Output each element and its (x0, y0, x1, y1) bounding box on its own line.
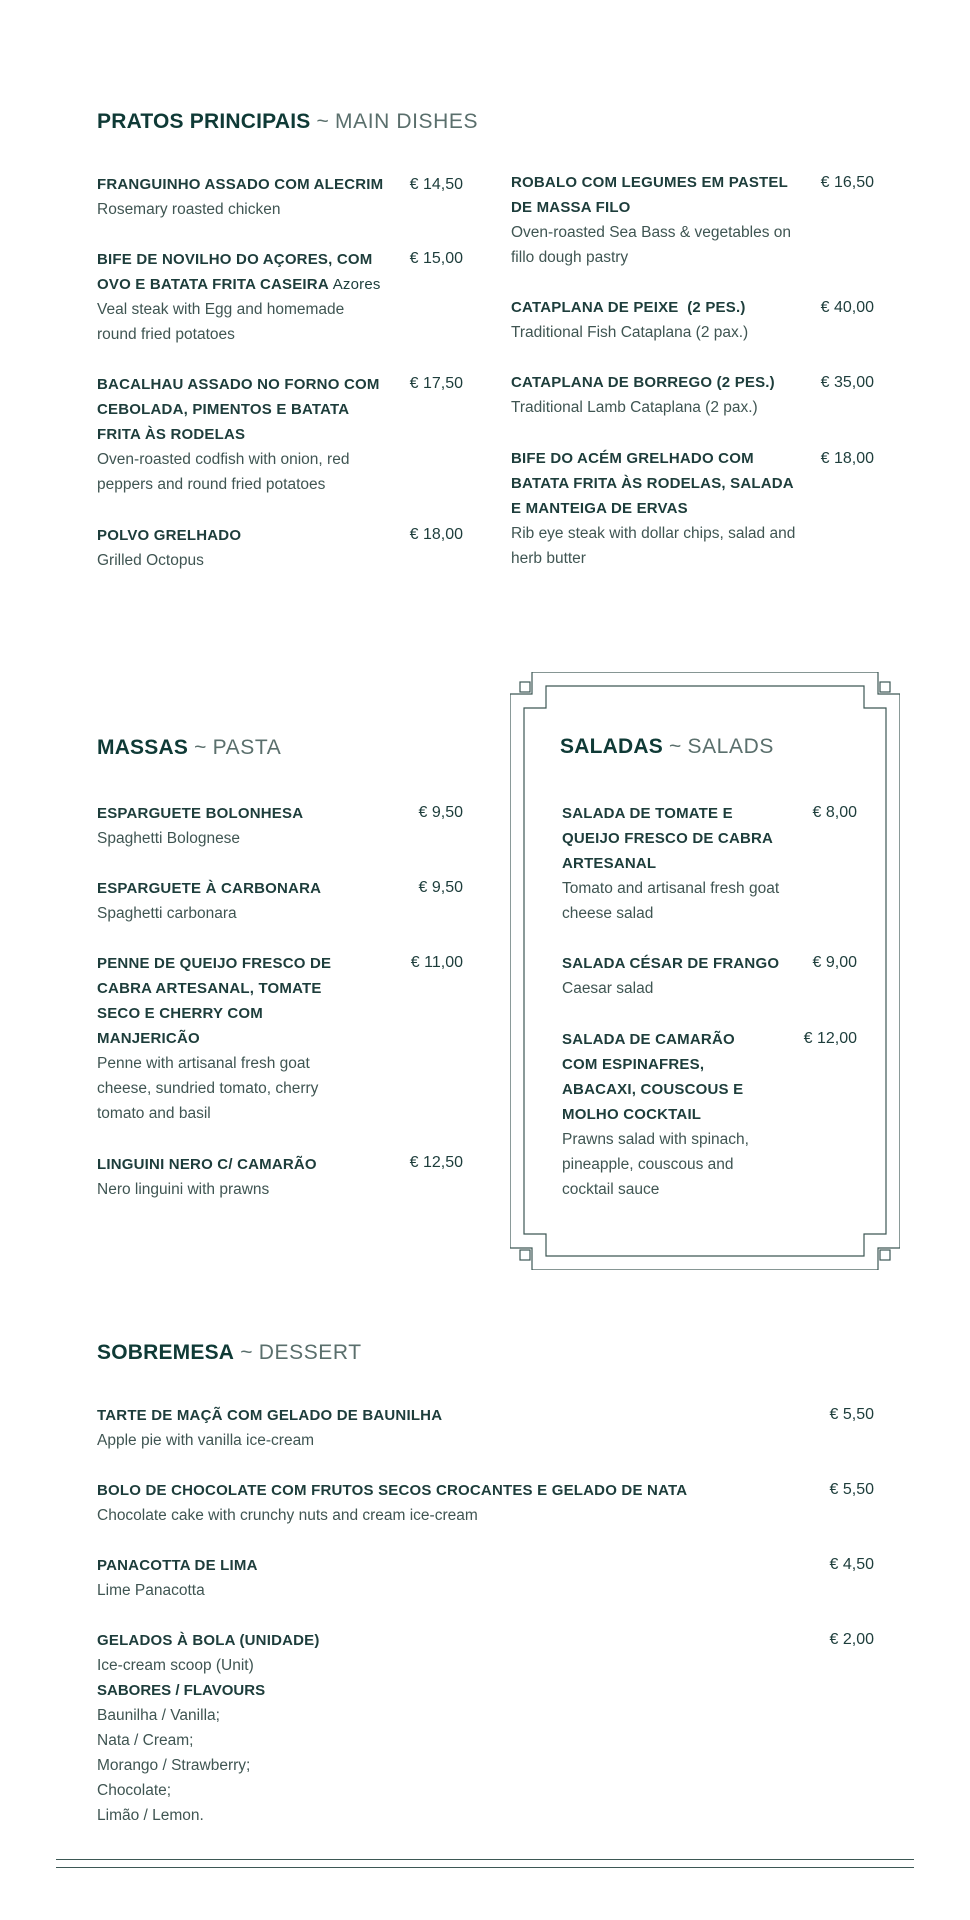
menu-item (511, 170, 801, 270)
item-name: FRANGUINHO ASSADO COM ALECRIM (97, 176, 384, 193)
main-dishes-heading (97, 110, 478, 134)
salads-heading (560, 735, 774, 759)
item-price: € 35,00 (820, 374, 874, 391)
item-price: € 18,00 (820, 450, 874, 467)
item-name-text: BIFE DE NOVILHO DO AÇORES, COM OVO E BATATA FRITA CASEIRA (97, 251, 373, 293)
item-name: BACALHAU ASSADO NO FORNO COM CEBOLADA, PIMENTOS E BATATA FRITA ÀS RODELAS (97, 376, 380, 443)
item-name: SALADA DE TOMATE E QUEIJO FRESCO DE CABRA ARTESANAL (562, 805, 773, 872)
item-description: Nero linguini with prawns (97, 1181, 270, 1198)
flavour-item: Baunilha / Vanilla; (97, 1707, 220, 1724)
menu-item (562, 1027, 762, 1202)
item-name: ESPARGUETE À CARBONARA (97, 880, 322, 897)
item-price: € 17,50 (409, 375, 463, 392)
menu-item (97, 523, 387, 573)
item-name: CATAPLANA DE BORREGO (2 PES.) (511, 374, 775, 391)
item-price: € 9,50 (418, 879, 463, 896)
item-price: € 5,50 (829, 1406, 874, 1423)
item-description: Caesar salad (562, 980, 654, 997)
item-description: Traditional Lamb Cataplana (2 pax.) (511, 399, 758, 416)
item-description: Traditional Fish Cataplana (2 pax.) (511, 324, 749, 341)
heading-separator: ~ (316, 110, 329, 133)
item-description: Oven-roasted codfish with onion, red peppers and round fried potatoes (97, 451, 350, 493)
menu-item (511, 446, 801, 571)
heading-separator: ~ (240, 1341, 253, 1364)
menu-item (97, 1553, 737, 1603)
item-description: Prawns salad with spinach, pineapple, couscous and cocktail sauce (562, 1131, 749, 1198)
item-name: BOLO DE CHOCOLATE COM FRUTOS SECOS CROCANTES E GELADO DE NATA (97, 1482, 688, 1499)
item-name: CATAPLANA DE PEIXE (2 PES.) (511, 299, 746, 316)
item-price: € 11,00 (410, 954, 463, 971)
item-price: € 18,00 (409, 526, 463, 543)
item-name: POLVO GRELHADO (97, 527, 242, 544)
footer-divider (56, 1859, 914, 1860)
item-price: € 12,00 (803, 1030, 857, 1047)
item-name: ROBALO COM LEGUMES EM PASTEL DE MASSA FILO (511, 174, 788, 216)
item-price: € 9,50 (418, 804, 463, 821)
item-description: Spaghetti carbonara (97, 905, 237, 922)
item-description: Grilled Octopus (97, 552, 204, 569)
menu-item (97, 372, 382, 497)
menu-item (97, 1478, 757, 1528)
item-name: SALADA DE CAMARÃO COM ESPINAFRES, ABACAXI, COUSCOUS E MOLHO COCKTAIL (562, 1031, 744, 1123)
item-description: Chocolate cake with crunchy nuts and cream ice-cream (97, 1507, 478, 1524)
item-price: € 2,00 (829, 1631, 874, 1648)
pasta-heading (97, 736, 281, 760)
menu-item (97, 1628, 737, 1828)
item-price: € 12,50 (409, 1154, 463, 1171)
heading-en: MAIN DISHES (335, 110, 479, 133)
item-name: TARTE DE MAÇÃ COM GELADO DE BAUNILHA (97, 1407, 443, 1424)
item-price: € 8,00 (812, 804, 857, 821)
item-description: Spaghetti Bolognese (97, 830, 241, 847)
flavour-item: Morango / Strawberry; (97, 1757, 251, 1774)
menu-item (562, 951, 792, 1001)
footer-divider (56, 1867, 914, 1868)
heading-separator: ~ (668, 735, 682, 758)
item-price: € 15,00 (409, 250, 463, 267)
flavour-item: Chocolate; (97, 1782, 172, 1799)
item-description: Ice-cream scoop (Unit) (97, 1657, 254, 1674)
menu-item (97, 876, 387, 926)
item-price: € 9,00 (812, 954, 857, 971)
heading-pt: SOBREMESA (97, 1341, 235, 1364)
menu-item (97, 172, 387, 222)
item-description: Tomato and artisanal fresh goat cheese salad (562, 880, 780, 922)
heading-pt: MASSAS (97, 736, 189, 759)
item-name: SALADA CÉSAR DE FRANGO (562, 955, 780, 972)
item-price: € 14,50 (409, 176, 463, 193)
item-price: € 5,50 (829, 1481, 874, 1498)
menu-item (97, 247, 387, 347)
item-name: GELADOS À BOLA (UNIDADE) (97, 1632, 320, 1649)
heading-en: SALADS (687, 735, 774, 758)
menu-item (97, 1152, 387, 1202)
item-name (97, 247, 387, 297)
menu-item (511, 295, 801, 345)
item-price: € 40,00 (820, 299, 874, 316)
menu-item (511, 370, 801, 420)
menu-item (97, 1403, 737, 1453)
item-name: BIFE DO ACÉM GRELHADO COM BATATA FRITA ÀS RODELAS, SALADA E MANTEIGA DE ERVAS (511, 450, 794, 517)
heading-pt: SALADAS (560, 735, 663, 758)
menu-item (562, 801, 792, 926)
item-description: Apple pie with vanilla ice-cream (97, 1432, 315, 1449)
flavour-item: Limão / Lemon. (97, 1807, 204, 1824)
item-description: Penne with artisanal fresh goat cheese, sundried tomato, cherry tomato and basil (97, 1055, 319, 1122)
menu-item (97, 801, 387, 851)
heading-en: PASTA (212, 736, 282, 759)
item-description: Oven-roasted Sea Bass & vegetables on fillo dough pastry (511, 224, 792, 266)
item-name-extra: Azores (332, 276, 381, 293)
item-name: PENNE DE QUEIJO FRESCO DE CABRA ARTESANAL, TOMATE SECO E CHERRY COM MANJERICÃO (97, 955, 332, 1047)
flavours-title: SABORES / FLAVOURS (97, 1682, 266, 1699)
item-name: PANACOTTA DE LIMA (97, 1557, 258, 1574)
item-price: € 4,50 (829, 1556, 874, 1573)
heading-en: DESSERT (258, 1341, 362, 1364)
item-description: Lime Panacotta (97, 1582, 205, 1599)
item-price: € 16,50 (820, 174, 874, 191)
item-description: Rosemary roasted chicken (97, 201, 281, 218)
item-name: ESPARGUETE BOLONHESA (97, 805, 304, 822)
item-description: Veal steak with Egg and homemade round fried potatoes (97, 301, 345, 343)
flavour-item: Nata / Cream; (97, 1732, 194, 1749)
menu-item (97, 951, 347, 1126)
heading-pt: PRATOS PRINCIPAIS (97, 110, 311, 133)
heading-separator: ~ (194, 736, 207, 759)
item-name: LINGUINI NERO C/ CAMARÃO (97, 1156, 317, 1173)
item-description: Rib eye steak with dollar chips, salad and herb butter (511, 525, 796, 567)
dessert-heading (97, 1341, 362, 1365)
